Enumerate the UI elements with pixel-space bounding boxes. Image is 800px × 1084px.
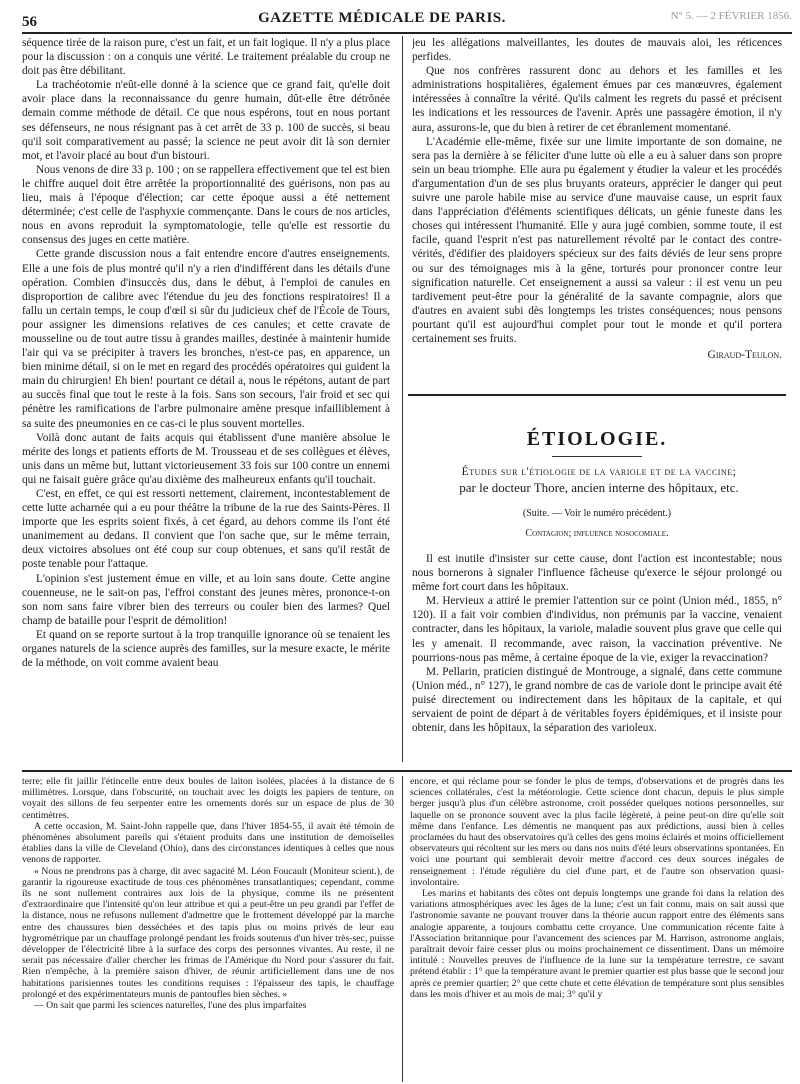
article-heading xyxy=(418,464,780,496)
paragraph: Il est inutile d'insister sur cette cause, dont l'action est incontestable; nous nous bornerons à signaler l'influence fâcheuse qu'exerce le séjour prolongé ou même fort court dans les hôpitaux. xyxy=(412,553,782,594)
paragraph: jeu les allégations malveillantes, les doutes de mauvais aloi, les réticences perfides. xyxy=(412,37,782,64)
paragraph: Et quand on se reporte surtout à la trop tranquille ignorance où se tenaient les organes naturels de la science auprès des familles, sur la mesure exacte, le mérite de la méthode, on voit comme avaient beau xyxy=(22,628,390,670)
article-title: Études sur l'étiologie de la variole et de la vaccine; xyxy=(461,466,737,478)
right-column xyxy=(412,36,782,388)
paragraph: « Nous ne prendrons pas à charge, dit avec sagacité M. Léon Foucault (Moniteur scient.), de garantir la rigoureuse exactitude de tous ces phénomènes transatlantiques; cependant, comme ils ne sont nullement contraires aux lois de la physique, comme ils ne présentent d'extraordinaire que l'intensité qu'on leur attribue et qui a peut-être un peu grandi par l'effet de la distance, nous ne refusons nullement d'admettre que le frottement développé par la marche entre des chaussures bien desséchées et des tapis plus ou moins privés de leur eau hygrométrique par un chauffage prolongé pendant les froids soutenus d'un hiver très-sec, puisse développer de l'électricité libre à la surface des corps des personnes vivantes. Au reste, il ne serait pas nécessaire d'aller chercher les frimas de l'Amérique du Nord pour s'assurer du fait. Rien n'empêche, à la première saison d'hiver, de réunir artificiellement dans une de nos habitations parisiennes toutes les conditions requises : l'épaisseur des tapis, le chauffage prolongé et des expérimentateurs munis de pantoufles bien sèches. » xyxy=(22,865,394,1000)
paragraph: M. Pellarin, praticien distingué de Montrouge, a signalé, dans cette commune (Union méd., n° 127), le grand nombre de cas de variole dont le principe avait été puisé directement ou indirectement dans les hôpitaux de la capitale, et qui servaient de point de départ à de véritables foyers épidémiques, et il insiste pour obtenir, dans les hôpitaux, la séparation des varioleux. xyxy=(412,665,782,735)
continuation-note: (Suite. — Voir le numéro précédent.) xyxy=(522,508,672,519)
journal-title: GAZETTE MÉDICALE DE PARIS. xyxy=(258,10,506,26)
page-number: 56 xyxy=(22,14,37,30)
page-header xyxy=(22,6,792,32)
paragraph: encore, et qui réclame pour se fonder le plus de temps, d'observations et de progrès dans les sciences collatérales, c'est la météorologie. Cette science dont chacun, depuis le plus simple berger jusqu'à plus d'un célèbre astronome, croit posséder quelques notions personnelles, sur laquelle on se prononce souvent avec la plus facile légèreté, à peine peut-on dire qu'elle soit même dans l'enfance. Les démentis ne manquent pas aux prédictions, aussi bien à celles proclamées du haut des observatoires qu'à celles des gens moins éclairés et moins officiellement observateurs qui récoltent sur les mers ou dans nos nuits d'été leurs observations spontanées. En voici une pourtant qui semblerait devoir mettre d'accord ces deux sources inégales de renseignement : l'étude régulière du ciel d'une part, et de l'autre son observation quasi-involontaire. xyxy=(410,776,784,888)
paragraph: L'Académie elle-même, fixée sur une limite importante de son domaine, ne sera pas la dernière à se féliciter d'une lutte où elle a eu à saluer dans son propre sein un beau triomphe. Elle aura pu également y étudier la valeur et les procédés d'argumentation d'un de ses plus bruyants orateurs, apprécier le danger qui peut suivre une parole habile mise au service d'une mauvaise cause, un esprit faux dans l'appréciation d'éléments scientifiques délicats, un génie funeste dans les choses qui intéressent l'humanité. Elle y aura jugé combien, somme toute, il est facile, quand l'esprit n'est pas naturellement révolté par le contact des contre-vérités, d'édifier des plaidoyers spécieux sur des faits déviés de leur sens propre ou sur des témoignages mis à la gêne, torturés pour prononcer contre leur signification naturelle. Cet enseignement a aussi sa valeur : il est venu un peu tardivement peut-être pour la généralité de la savante compagnie, alors que d'autres en avaient subi dès longtemps les tristes conséquences; nous pensons pourtant qu'il est aujourd'hui complet pour tout le monde et qu'il portera certainement ses fruits. xyxy=(412,135,782,345)
paragraph: Nous venons de dire 33 p. 100 ; on se rappellera effectivement que tel est bien le chiffre auquel doit être arrêtée la proportionnalité des guérisons, non pas au lieu, mais à l'époque d'élection; car cette époque aussi a été nettement déterminée; c'est celle de l'asphyxie commençante. Dans le cours de nos articles, nous en avons reproduit la symptomatologie, telle qu'elle est ressortie du consensus des juges en cette matière. xyxy=(22,163,390,247)
paragraph: A cette occasion, M. Saint-John rappelle que, dans l'hiver 1854-55, il avait été témoin de phénomènes absolument pareils qui s'étaient produits dans une institution de demoiselles établies dans la ville de Cleveland (Ohio), dans des circonstances identiques à celles que nous venons de rapporter. xyxy=(22,820,394,866)
header-rule xyxy=(22,32,792,34)
column-divider xyxy=(402,776,403,1082)
paragraph: terre; elle fit jaillir l'étincelle entre deux boules de laiton isolées, placées à la distance de 6 millimètres. Lorsque, dans l'obscurité, on touchait avec les doigts les papiers de tenture, on voyait des sillons de feu serpenter entre les ornements dorés sur un espace de plus de 30 centimètres. xyxy=(22,776,394,821)
feuilleton-rule xyxy=(22,770,792,772)
paragraph: La trachéotomie n'eût-elle donné à la science que ce grand fait, qu'elle doit avoir place dans la reconnaissance du genre humain, dût-elle être détrônée demain comme méthode de détail. Ce que nous espérons, tout en nous portant ses défenseurs, ne nous résignant pas à cet arrêt de 33 p. 100 de succès, si beau qu'il soit comparativement au passé; la science ne peut avoir dit là son dernier mot, et l'avoir placé au bout d'un bistouri. xyxy=(22,79,390,162)
bottom-left-column xyxy=(22,776,394,1080)
paragraph: Voilà donc autant de faits acquis qui établissent d'une manière absolue le mérite des longs et patients efforts de M. Trousseau et de ses collègues et élèves, unis dans un même but, luttant victorieusement 33 fois sur 100 contre un ennemi qui ne faisait guère grâce qu'au dixième des malheureux enfants qu'il touchait. xyxy=(22,431,390,486)
author-signature: Giraud-Teulon. xyxy=(707,349,782,362)
paragraph: Que nos confrères rassurent donc au dehors et les familles et les administrations hospitalières, également émues par ces manœuvres, également intéressées à connaître la vérité. Qu'ils calment les regrets du passé et précisent les indications et les ressources de l'avenir. Après une passagère émotion, il n'y aura, assurons-le, que du bien à retirer de cet ébranlement momentané. xyxy=(412,65,782,134)
paragraph: séquence tirée de la raison pure, c'est un fait, et un fait logique. Il n'y a plus place pour la discussion : on a conquis une vérité. Le traitement préalable du croup ne doit pas être débilitant. xyxy=(22,37,390,78)
section-title: ÉTIOLOGIE. xyxy=(526,428,668,450)
paragraph: Les marins et habitants des côtes ont depuis longtemps une grande foi dans la relation des variations atmosphériques avec les âges de la lune; c'est un fait connu, mais on sait aussi que l'astronomie savante ne pouvant trouver dans la théorie aucun rapport entre des éléments sans analogie apparente, a toujours combattu cette croyance. Une communication récente faite à l'Association britannique pour l'avancement des sciences par M. Harrison, astronome anglais, paraîtrait devoir faire cesser plus ou moins prochainement ce dissentiment. Dans un mémoire intitulé : Nouvelles preuves de l'influence de la lune sur la température terrestre, ce savant prétend établir : 1° que la température avant le premier quartier est plus basse que le second jour après ce premier quartier; 2° que cette chute et cette élévation de température sont plus sensibles dans les mois d'hiver et au mois de mai; 3° qu'il y xyxy=(410,888,784,1000)
paragraph: C'est, en effet, ce qui est ressorti nettement, clairement, incontestablement de cette lutte acharnée qui a eu pour théâtre la tribune de la rue des Saints-Pères. Il importe que les esprits soient fixés, à cet égard, au dehors comme ils l'ont été unanimement au dedans. Il convient que l'on sache que, sur le même terrain, deux victoires absolues ont été coup sur coup obtenues, et sans qu'il restât de poste tenable pour l'attaque. xyxy=(22,488,390,571)
header-date: N° 5. — 2 FÉVRIER 1856. xyxy=(670,10,792,22)
paragraph: — On sait que parmi les sciences naturelles, l'une des plus imparfaites xyxy=(34,1000,307,1012)
section-rule xyxy=(408,394,786,396)
etiology-column xyxy=(412,552,782,762)
column-divider xyxy=(402,36,403,762)
paragraph: Cette grande discussion nous a fait entendre encore d'autres enseignements. Elle a une fois de plus montré qu'il n'y a rien d'indifférent dans les détails d'une opération. Combien d'insuccès dus, dans le début, à l'emploi de canules en disproportion de calibre avec l'étendue du jeu des fonctions respiratoires! Il a fallu un certain temps, le coup d'œil si sûr du judicieux chef de l'École de Tours, pour assigner les dimensions relatives de ces canules; et cette cravate de mousseline ou de tout autre tissu à grandes mailles, destinée à maintenir humide l'air qui va se précipiter à travers les bronches, n'est-ce pas, en apparence, un bien minime détail, si on le met en regard des procédés opératoires qui guident la main du chirurgien! Eh bien! pourtant ce détail a, nous le répétons, autant de part au succès final que tout le reste à la fois. Sans son secours, l'air froid et sec qui pénètre les ramifications de l'arbre pulmonaire amène presque infailliblement à sa suite des pneumonies en ce cas-ci le plus souvent mortelles. xyxy=(22,248,390,430)
paragraph: L'opinion s'est justement émue en ville, et au loin sans doute. Cette angine couenneuse, ne le sait-on pas, l'effroi constant des jeunes mères, prononce-t-on son nom sans faire vibrer bien des terreurs ou couler bien des larmes? Quel champ de bataille pour l'esprit de démolition! xyxy=(22,572,390,627)
bottom-right-column xyxy=(410,776,784,1080)
paragraph: M. Hervieux a attiré le premier l'attention sur ce point (Union méd., 1855, n° 120). Il a fait voir combien d'individus, non prémunis par la vaccine, venaient contracter, dans les hôpitaux, la variole, maladie souvent plus grave que celle qui les y amenait. Il recommande, avec raison, la vaccination préventive. Ne pourrions-nous pas même, à certaine époque de la vie, exiger la revaccination? xyxy=(412,595,782,664)
article-byline: par le docteur Thore, ancien interne des hôpitaux, etc. xyxy=(459,480,739,495)
title-underline xyxy=(552,456,642,457)
article-subheading: Contagion; influence nosocomiale. xyxy=(525,528,669,539)
left-column xyxy=(22,36,390,760)
